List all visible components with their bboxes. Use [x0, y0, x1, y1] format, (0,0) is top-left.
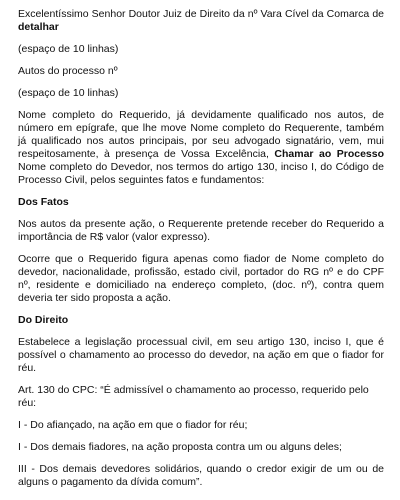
salutation-comarca: detalhar [18, 21, 59, 33]
law-paragraph-1: Estabelece a legislação processual civil, em seu artigo 130, inciso I, que é possível o chamamento ao processo do devedor, na ação em que o fiador for réu. [18, 336, 384, 374]
intro-text-b: Nome completo do Devedor, nos termos do artigo 130, inciso I, do Código de Processo Civil, pelos seguintes fatos e fundamentos: [18, 161, 384, 186]
section-heading-facts: Dos Fatos [18, 196, 69, 208]
law-item-2: I - Dos demais fiadores, na ação proposta contra um ou alguns deles; [18, 441, 342, 453]
section-heading-law: Do Direito [18, 314, 69, 326]
spacing-note: (espaço de 10 linhas) [18, 43, 119, 55]
facts-paragraph-2: Ocorre que o Requerido figura apenas como fiador de Nome completo do devedor, nacionalidade, profissão, estado civil, portador do RG nº e do CPF nº, residente e domiciliado na endereço completo, (doc. nº), contra quem deveria ter sido proposta a ação. [18, 253, 384, 304]
salutation-text: Excelentíssimo Senhor Doutor Juiz de Direito da nº Vara Cível da Comarca de [18, 8, 384, 20]
intro-paragraph [18, 109, 384, 187]
law-paragraph-2: Art. 130 do CPC: “É admissível o chamamento ao processo, requerido pelo réu: [18, 384, 369, 409]
law-item-1: I - Do afiançado, na ação em que o fiador for réu; [18, 419, 248, 431]
law-item-3: III - Dos demais devedores solidários, quando o credor exigir de um ou de alguns o pagamento da dívida comum”. [18, 463, 384, 488]
facts-paragraph-1: Nos autos da presente ação, o Requerente pretende receber do Requerido a importância de R$ valor (valor expresso). [18, 218, 384, 243]
salutation [18, 8, 384, 34]
intro-action: Chamar ao Processo [274, 148, 385, 160]
spacing-note: (espaço de 10 linhas) [18, 87, 119, 99]
case-reference: Autos do processo nº [18, 65, 118, 77]
intro-text-a: Nome completo do Requerido, já devidamente qualificado nos autos, de número em epígrafe, que lhe move Nome completo do Requerente, também já qualificado nos autos principais, por seu advogado signatário, vem, mui respeitosamente, à presença de Vossa Excelência, [18, 109, 384, 160]
